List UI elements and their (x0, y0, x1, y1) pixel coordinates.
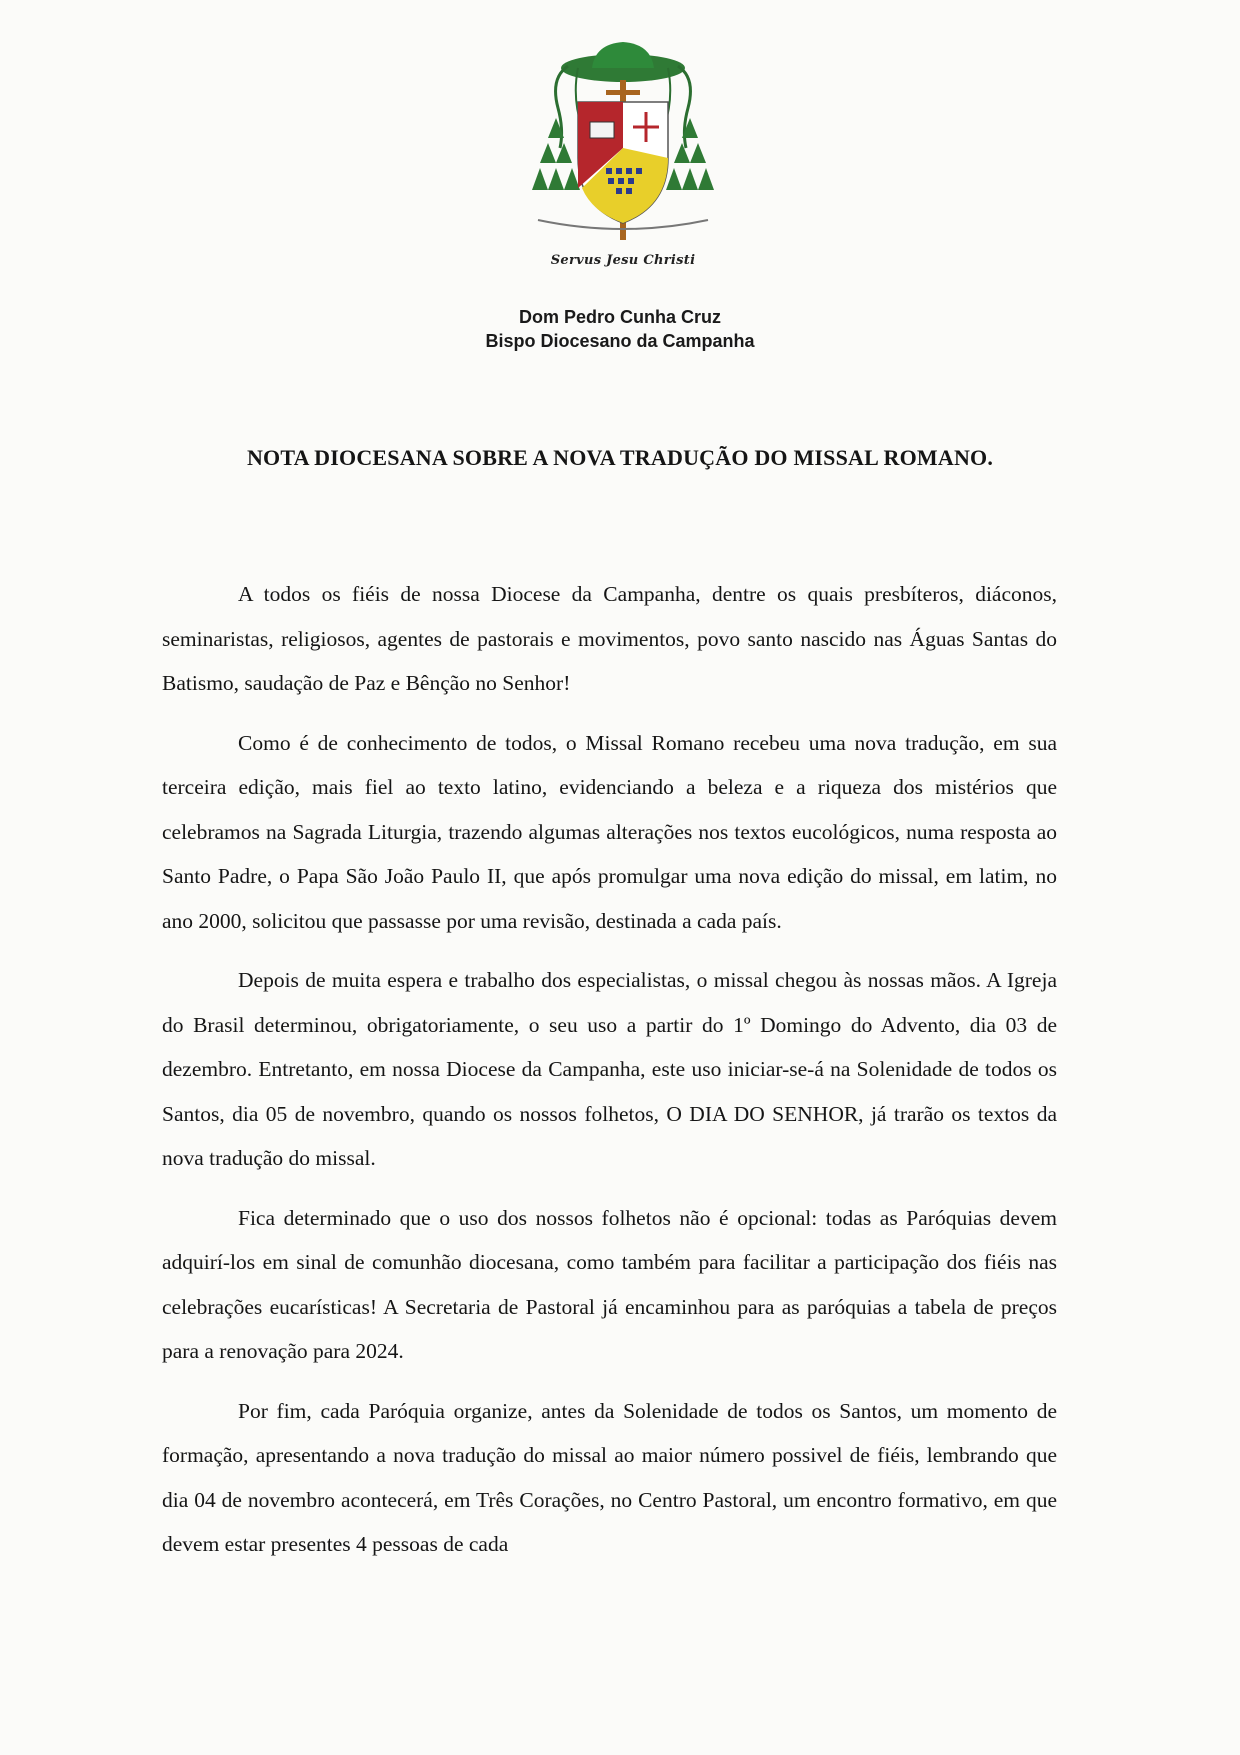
paragraph: Como é de conhecimento de todos, o Missal Romano recebeu uma nova tradução, em sua terceira edição, mais fiel ao texto latino, evidenciando a beleza e a riqueza dos mistérios que celebramos na Sagrada Liturgia, trazendo algumas alterações nos textos eucológicos, numa resposta ao Santo Padre, o Papa São João Paulo II, que após promulgar uma nova edição do missal, em latim, no ano 2000, solicitou que passasse por uma revisão, destinada a cada país. (162, 730, 1057, 933)
paragraph: A todos os fiéis de nossa Diocese da Campanha, dentre os quais presbíteros, diáconos, seminaristas, religiosos, agentes de pastorais e movimentos, povo santo nascido nas Águas Santas do Batismo, saudação de Paz e Bênção no Senhor! (162, 582, 1057, 695)
paragraph: Fica determinado que o uso dos nossos folhetos não é opcional: todas as Paróquias devem adquirí-los em sinal de comunhão diocesana, como também para facilitar a participação dos fiéis nas celebrações eucarísticas! A Secretaria de Pastoral já encaminhou para as paróquias a tabela de preços para a renovação para 2024. (162, 1205, 1057, 1363)
crest-motto: Servus Jesu Christi (550, 253, 696, 268)
paragraph: Por fim, cada Paróquia organize, antes da Solenidade de todos os Santos, um momento de formação, apresentando a nova tradução do missal ao maior número possivel de fiéis, lembrando que dia 04 de novembro acontecerá, em Três Corações, no Centro Pastoral, um encontro formativo, em que devem estar presentes 4 pessoas de cada (162, 1398, 1057, 1556)
bishop-title: Bispo Diocesano da Campanha (485, 331, 755, 351)
letterhead (0, 305, 1240, 353)
bishop-name: Dom Pedro Cunha Cruz (518, 307, 721, 327)
paragraph: Depois de muita espera e trabalho dos especialistas, o missal chegou às nossas mãos. A Igreja do Brasil determinou, obrigatoriamente, o seu uso a partir do 1º Domingo do Advento, dia 03 de dezembro. Entretanto, em nossa Diocese da Campanha, este uso iniciar-se-á na Solenidade de todos os Santos, dia 05 de novembro, quando os nossos folhetos, O DIA DO SENHOR, já trarão os textos da nova tradução do missal. (162, 968, 1057, 1170)
document-body (162, 572, 1057, 1582)
coat-of-arms-icon (520, 38, 726, 283)
document-title: NOTA DIOCESANA SOBRE A NOVA TRADUÇÃO DO MISSAL ROMANO. (246, 445, 994, 470)
